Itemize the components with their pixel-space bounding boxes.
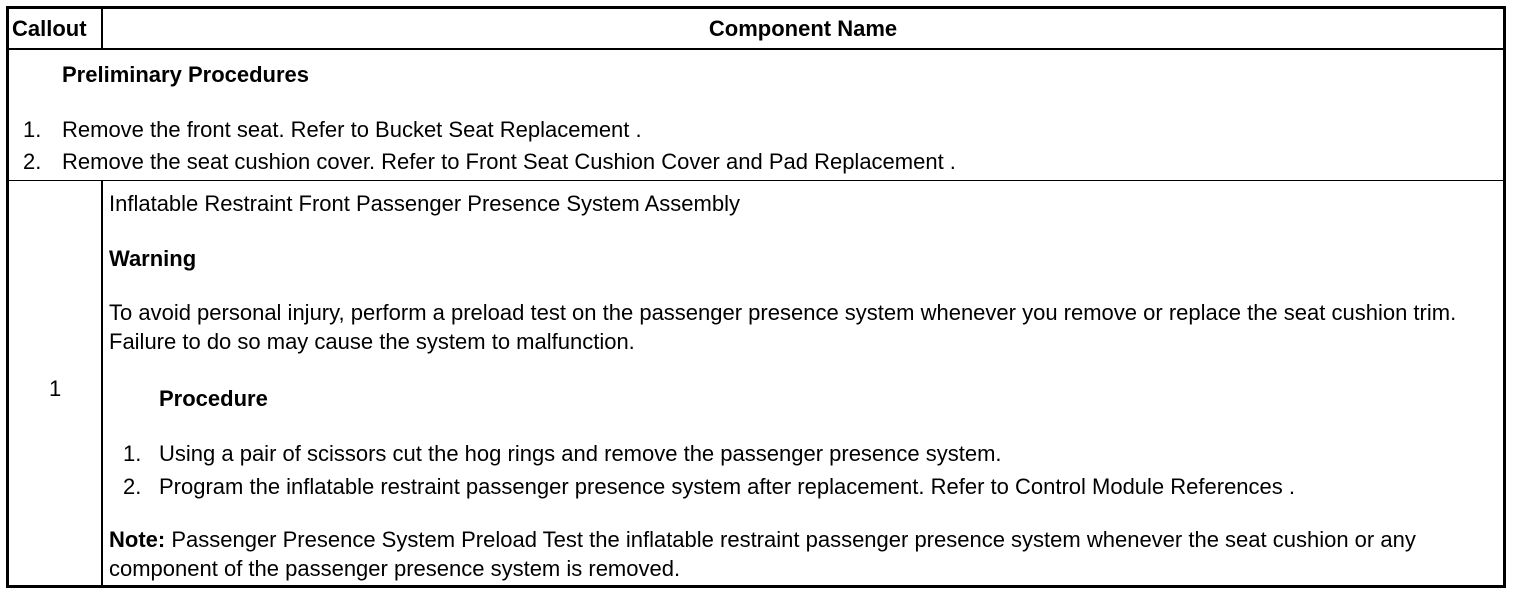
step-number: 2. bbox=[23, 149, 42, 174]
note-text: Passenger Presence System Preload Test the inflatable restraint passenger presence system whenever the seat cushion or any component of the passenger presence system is removed. bbox=[109, 527, 1416, 581]
step-text: Using a pair of scissors cut the hog rings and remove the passenger presence system. bbox=[159, 441, 1002, 466]
note-paragraph bbox=[109, 525, 1495, 583]
callout-column-header: Callout bbox=[9, 9, 103, 48]
component-name-column-header: Component Name bbox=[708, 16, 898, 41]
warning-text: To avoid personal injury, perform a preload test on the passenger presence system whenever you remove or replace the seat cushion trim. Failure to do so may cause the system to malfunction. bbox=[109, 300, 1457, 354]
callout-cell bbox=[9, 181, 103, 585]
note-label: Note: bbox=[109, 527, 166, 552]
preliminary-procedures-title: Preliminary Procedures bbox=[62, 62, 310, 87]
warning-title: Warning bbox=[109, 246, 197, 271]
component-row bbox=[9, 181, 1503, 585]
callout-number: 1 bbox=[49, 376, 62, 401]
table-header-row bbox=[9, 9, 1503, 50]
step-number: 2. bbox=[123, 474, 142, 499]
preliminary-procedures-row bbox=[9, 50, 1503, 181]
step-number: 1. bbox=[123, 441, 142, 466]
component-table bbox=[6, 6, 1506, 588]
step-text: Remove the front seat. Refer to Bucket Seat Replacement . bbox=[62, 117, 642, 142]
step-text: Remove the seat cushion cover. Refer to Front Seat Cushion Cover and Pad Replacement . bbox=[62, 149, 956, 174]
component-name: Inflatable Restraint Front Passenger Presence System Assembly bbox=[109, 191, 740, 216]
step-number: 1. bbox=[23, 117, 42, 142]
component-content-cell bbox=[109, 181, 1495, 585]
procedure-title: Procedure bbox=[159, 386, 268, 411]
step-text: Program the inflatable restraint passenger presence system after replacement. Refer to Control Module References . bbox=[159, 474, 1295, 499]
